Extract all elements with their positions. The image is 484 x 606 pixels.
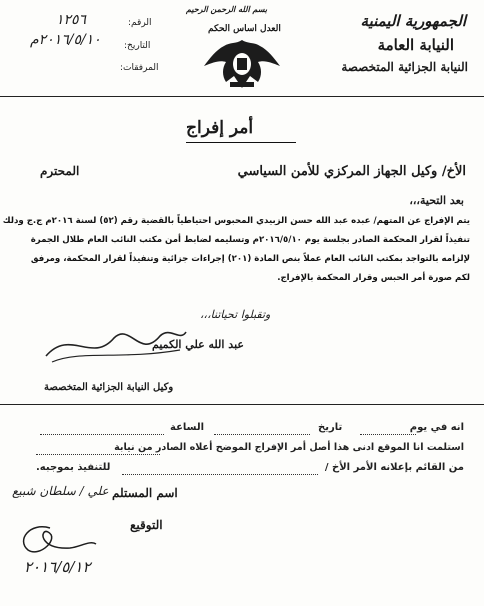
form-announcer-label: من القائم بإعلانه الأمر الأخ / [324, 462, 464, 473]
number-label: الرقم: [128, 18, 152, 28]
body-line-1: يتم الإفراج عن المتهم/ عبده عبد الله حسن الزبيدي المحبوس احتياطياً بالقضية رقم (٥٢) لسنة ٢٠١٦م ج.ج ودلك [2, 216, 470, 226]
addressee-line: الأخ/ وكيل الجهاز المركزي للأمن السياسي [237, 164, 466, 179]
form-day-label: انه في يوم [409, 422, 464, 433]
office-name: النيابة العامة [377, 36, 454, 54]
form-date-label: تاريخ [318, 422, 343, 433]
handwritten-date: ٢٠١٦/٥/١٠م [30, 32, 101, 48]
document-title: أمر إفراج [186, 118, 254, 138]
slogan: العدل اساس الحكم [208, 24, 281, 34]
body-line-4: لكم صورة أمر الحبس وقرار المحكمة بالإفراج. [277, 273, 470, 283]
form-receipt-line: استلمت انا الموقع ادنى هذا أصل أمر الإفراج الموضح أعلاه الصادر من نيابة [114, 442, 464, 453]
handwritten-number: ١٢٥٦ [56, 12, 87, 28]
attachments-label: المرفقات: [120, 63, 159, 73]
handwritten-receipt-date: ٢٠١٦/٥/١٢ [24, 558, 91, 576]
signatory-title: وكيل النيابة الجزائية المتخصصة [44, 382, 174, 393]
receiver-name-label: اسم المستلم [112, 486, 178, 500]
form-divider [0, 404, 484, 405]
header-divider [0, 96, 484, 97]
form-hour-dots [40, 434, 164, 435]
greeting: بعد التحية،،، [409, 194, 464, 207]
signatory-name: عبد الله علي الكميم [152, 338, 244, 351]
title-underline [186, 142, 296, 143]
body-line-2: تنفيذاً لقرار المحكمة الصادر بجلسة يوم ٢٠١٦/٥/١٠م وتسليمه لضابط أمن مكتب النائب العام طلال الجمرة [30, 235, 470, 245]
country-name: الجمهورية اليمنية [360, 12, 466, 30]
handwritten-receiver-name: علي / سلطان شبيع [12, 484, 109, 498]
closing-line: وتقبلوا تحياتنا،،، [200, 308, 271, 321]
form-execution-label: للتنفيذ بموجبه. [36, 462, 111, 473]
form-date-dots [214, 434, 310, 435]
body-line-3: لإلزامه بالتواجد بمكتب النائب العام عملاً بنص المادة (٢٠١) إجراءات جزائية وتنفيذاً لقرار المحكمة، ومرفق [30, 254, 470, 264]
form-day-dots [360, 434, 416, 435]
signature-label: التوقيع [130, 518, 163, 532]
honorific: المحترم [40, 164, 80, 178]
office-department: النيابة الجزائية المتخصصة [341, 60, 468, 74]
receiver-signature-icon [10, 520, 100, 560]
date-label: التاريخ: [124, 41, 151, 51]
form-prosecution-dots [36, 454, 160, 455]
eagle-emblem-icon [200, 36, 284, 92]
form-hour-label: الساعة [170, 422, 205, 433]
form-announcer-dots [122, 474, 318, 475]
basmala: بسم الله الرحمن الرحيم [186, 4, 268, 14]
